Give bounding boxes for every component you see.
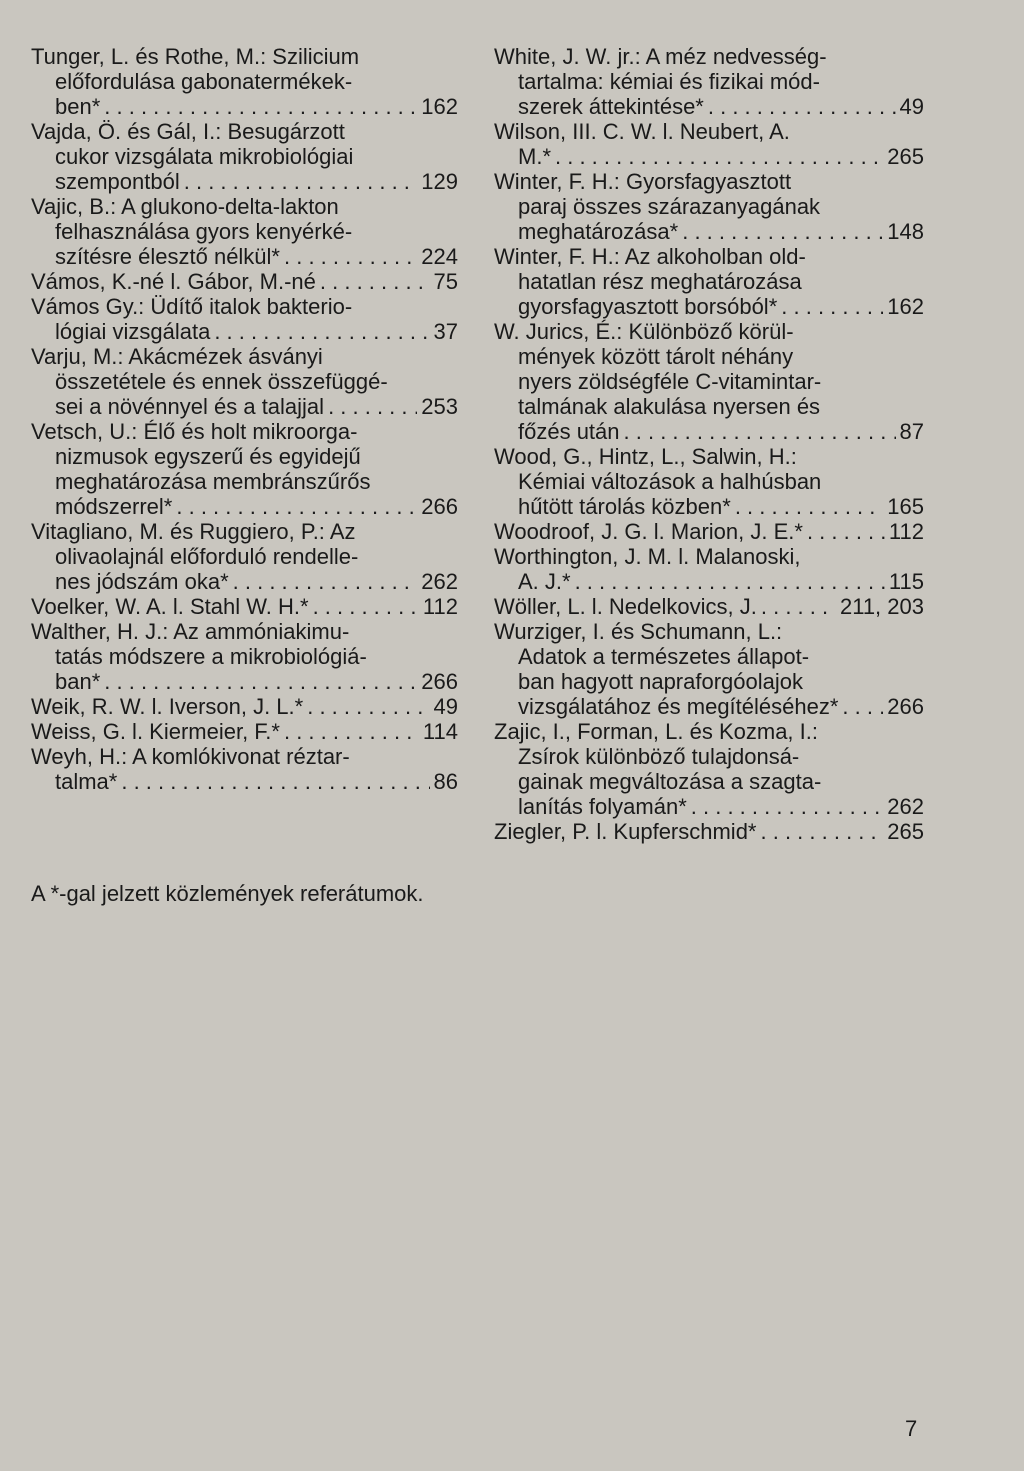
entry-text: meghatározása* [518,219,679,244]
left-column [31,44,458,794]
entry-text: ban* [55,669,101,694]
entry-line [31,644,458,669]
entry-text: Worthington, J. M. l. Malanoski, [494,544,801,569]
entry-text: Weiss, G. l. Kiermeier, F.* [31,719,280,744]
index-entry [31,119,458,194]
entry-page: 112 [888,519,924,544]
entry-text: Adatok a természetes állapot- [518,644,810,669]
entry-page: 49 [433,694,458,719]
index-entry [494,244,924,319]
entry-text: cukor vizsgálata mikrobiológiai [55,144,354,169]
entry-page: 75 [433,269,458,294]
entry-page: 148 [887,219,924,244]
entry-line [31,594,458,619]
entry-line [494,469,924,494]
entry-line [31,569,458,594]
footnote: A *-gal jelzett közlemények referátumok. [31,881,424,906]
entry-line [494,644,924,669]
index-entry [31,694,458,719]
leader-dots [184,169,418,194]
entry-page: 266 [887,694,924,719]
index-entry [31,419,458,519]
entry-line [31,544,458,569]
leader-dots [214,319,429,344]
entry-page: 114 [422,719,458,744]
entry-line [31,219,458,244]
entry-text: Tunger, L. és Rothe, M.: Szilicium [31,44,360,69]
leader-dots [104,94,417,119]
entry-page: 211, 203 [839,594,924,619]
entry-line [494,319,924,344]
entry-line [494,194,924,219]
entry-text: szerek áttekintése* [518,94,704,119]
entry-text: szítésre élesztő nélkül* [55,244,280,269]
entry-line [31,494,458,519]
entry-page: 87 [899,419,924,444]
entry-line [494,719,924,744]
entry-text: Wurziger, I. és Schumann, L.: [494,619,783,644]
index-entry [494,619,924,719]
entry-text: talma* [55,769,118,794]
entry-line [31,669,458,694]
entry-text: Zajic, I., Forman, L. és Kozma, I.: [494,719,818,744]
entry-line [31,194,458,219]
entry-line [494,694,924,719]
index-entry [494,544,924,594]
entry-line [31,469,458,494]
entry-page: 253 [421,394,458,419]
entry-line [31,294,458,319]
index-entry [31,344,458,419]
entry-line [31,769,458,794]
entry-line [494,244,924,269]
entry-text: W. Jurics, É.: Különböző körül- [494,319,794,344]
entry-text: ben* [55,94,101,119]
entry-page: 37 [433,319,458,344]
entry-line [31,144,458,169]
entry-text: lanítás folyamán* [518,794,687,819]
entry-line [494,619,924,644]
entry-line [494,419,924,444]
entry-text: White, J. W. jr.: A méz nedvesség- [494,44,827,69]
entry-line [494,594,924,619]
entry-line [31,694,458,719]
entry-page: 266 [421,494,458,519]
entry-text: nes jódszám oka* [55,569,229,594]
leader-dots [708,94,896,119]
entry-line [494,219,924,244]
leader-dots [682,219,883,244]
entry-text: előfordulása gabonatermékek- [55,69,353,94]
index-entry [494,519,924,544]
entry-line [494,569,924,594]
entry-text: szempontból [55,169,180,194]
index-entry [31,594,458,619]
entry-text: Walther, H. J.: Az ammóniakimu- [31,619,350,644]
entry-page: 265 [887,144,924,169]
entry-page: 265 [887,819,924,844]
leader-dots [176,494,417,519]
entry-line [494,669,924,694]
entry-text: A. J.* [518,569,571,594]
entry-line [494,69,924,94]
index-entry [494,444,924,519]
entry-line [31,269,458,294]
right-column [494,44,924,844]
index-entry [494,719,924,819]
entry-line [494,544,924,569]
entry-text: sei a növénnyel és a talajjal [55,394,325,419]
entry-text: Vámos, K.-né l. Gábor, M.-né [31,269,316,294]
entry-text: paraj összes szárazanyagának [518,194,821,219]
entry-line [494,169,924,194]
entry-page: 129 [421,169,458,194]
entry-text: Vitagliano, M. és Ruggiero, P.: Az [31,519,356,544]
leader-dots [313,594,419,619]
leader-dots [328,394,417,419]
entry-line [494,519,924,544]
entry-line [494,819,924,844]
entry-page: 49 [899,94,924,119]
entry-line [31,69,458,94]
entry-line [31,619,458,644]
entry-line [31,94,458,119]
index-entry [31,194,458,269]
entry-line [494,144,924,169]
leader-dots [320,269,430,294]
leader-dots [121,769,429,794]
entry-page: 165 [887,494,924,519]
entry-line [494,94,924,119]
entry-line [494,794,924,819]
entry-text: Wilson, III. C. W. l. Neubert, A. [494,119,790,144]
leader-dots [842,694,883,719]
index-entry [31,294,458,344]
entry-line [31,419,458,444]
entry-line [494,744,924,769]
leader-dots [761,819,884,844]
entry-line [31,519,458,544]
leader-dots [624,419,896,444]
index-entry [31,269,458,294]
entry-text: mények között tárolt néhány [518,344,794,369]
entry-text: lógiai vizsgálata [55,319,211,344]
leader-dots [233,569,418,594]
entry-line [31,169,458,194]
entry-line [494,119,924,144]
entry-text: Zsírok különböző tulajdonsá- [518,744,800,769]
index-entry [31,44,458,119]
entry-line [31,319,458,344]
entry-text: Varju, M.: Akácmézek ásványi [31,344,323,369]
entry-line [31,244,458,269]
entry-text: nizmusok egyszerű és egyidejű [55,444,361,469]
leader-dots [735,494,883,519]
leader-dots [555,144,883,169]
leader-dots [781,294,883,319]
entry-text: Wood, G., Hintz, L., Salwin, H.: [494,444,797,469]
entry-line [494,44,924,69]
entry-line [31,369,458,394]
entry-line [31,44,458,69]
entry-text: főzés után [518,419,620,444]
entry-page: 162 [887,294,924,319]
entry-text: Voelker, W. A. l. Stahl W. H.* [31,594,309,619]
index-entry [494,119,924,169]
index-entry [494,319,924,444]
entry-page: 266 [421,669,458,694]
entry-text: tartalma: kémiai és fizikai mód- [518,69,820,94]
entry-text: felhasználása gyors kenyérké- [55,219,353,244]
entry-text: hatatlan rész meghatározása [518,269,802,294]
entry-text: Woodroof, J. G. l. Marion, J. E.* [494,519,803,544]
entry-page: 86 [433,769,458,794]
entry-line [31,344,458,369]
leader-dots [807,519,885,544]
entry-line [494,269,924,294]
entry-text: nyers zöldségféle C-vitamintar- [518,369,822,394]
entry-text: Weik, R. W. l. Iverson, J. L.* [31,694,304,719]
entry-text: tatás módszere a mikrobiológiá- [55,644,367,669]
leader-dots [691,794,884,819]
entry-text: Kémiai változások a halhúsban [518,469,822,494]
entry-line [494,394,924,419]
index-entry [494,169,924,244]
entry-line [31,444,458,469]
entry-line [494,344,924,369]
entry-text: Ziegler, P. l. Kupferschmid* [494,819,757,844]
entry-text: M.* [518,144,551,169]
entry-text: módszerrel* [55,494,173,519]
entry-text: ban hagyott napraforgóolajok [518,669,803,694]
entry-text: Winter, F. H.: Gyorsfagyasztott [494,169,792,194]
entry-text: Winter, F. H.: Az alkoholban old- [494,244,806,269]
index-entry [494,819,924,844]
entry-line [494,369,924,394]
entry-text: olivaolajnál előforduló rendelle- [55,544,359,569]
entry-text: vizsgálatához és megítéléséhez* [518,694,839,719]
entry-text: gyorsfagyasztott borsóból* [518,294,778,319]
entry-text: Vámos Gy.: Üdítő italok bakterio- [31,294,353,319]
entry-text: meghatározása membránszűrős [55,469,371,494]
entry-page: 224 [421,244,458,269]
page-number: 7 [905,1416,918,1441]
leader-dots [284,244,417,269]
entry-text: Vajda, Ö. és Gál, I.: Besugárzott [31,119,345,144]
index-entry [31,744,458,794]
entry-text: hűtött tárolás közben* [518,494,731,519]
leader-dots [284,719,419,744]
index-entry [31,619,458,694]
entry-line [494,494,924,519]
entry-line [31,394,458,419]
entry-page: 262 [887,794,924,819]
index-entry [31,719,458,744]
entry-text: Vajic, B.: A glukono-delta-lakton [31,194,339,219]
entry-page: 162 [421,94,458,119]
entry-text: Vetsch, U.: Élő és holt mikroorga- [31,419,358,444]
entry-text: Weyh, H.: A komlókivonat réztar- [31,744,350,769]
entry-line [31,744,458,769]
entry-line [31,719,458,744]
leader-dots [761,594,836,619]
entry-line [31,119,458,144]
entry-line [494,769,924,794]
leader-dots [307,694,429,719]
index-entry [494,594,924,619]
entry-page: 262 [421,569,458,594]
index-entry [494,44,924,119]
entry-page: 115 [888,569,924,594]
entry-line [494,444,924,469]
entry-text: talmának alakulása nyersen és [518,394,821,419]
entry-text: összetétele és ennek összefüggé- [55,369,388,394]
entry-line [494,294,924,319]
entry-page: 112 [422,594,458,619]
entry-text: gainak megváltozása a szagta- [518,769,822,794]
leader-dots [104,669,417,694]
leader-dots [575,569,885,594]
entry-text: Wöller, L. l. Nedelkovics, J. [494,594,757,619]
index-entry [31,519,458,594]
